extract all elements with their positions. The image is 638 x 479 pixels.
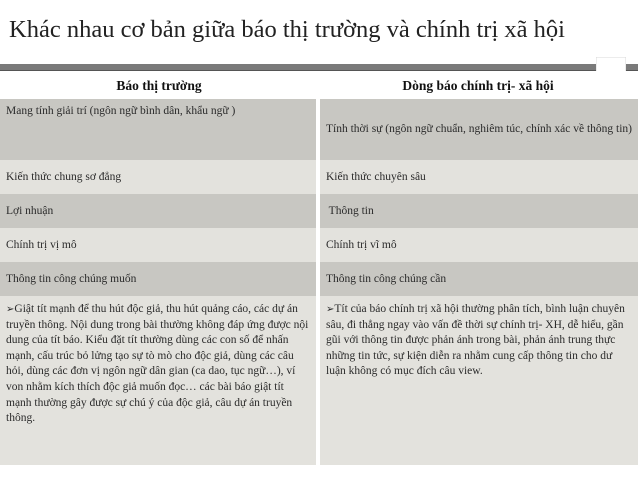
table-cell-right: Kiến thức chuyên sâu	[318, 160, 638, 194]
table-row	[0, 160, 638, 194]
comparison-table	[0, 71, 638, 465]
arrow-right-icon: ➢	[6, 304, 15, 315]
arrow-right-icon: ➢	[326, 304, 335, 315]
table-cell-right: Tính thời sự (ngôn ngữ chuẩn, nghiêm túc, chính xác về thông tin)	[318, 99, 638, 160]
column-header-political-social-press: Dòng báo chính trị- xã hội	[318, 71, 638, 99]
table-cell-left: Chính trị vị mô	[0, 228, 318, 262]
table-cell-right	[318, 296, 638, 465]
table-cell-left: Mang tính giải trí (ngôn ngữ bình dân, khẩu ngữ )	[0, 99, 318, 160]
table-cell-left	[0, 296, 318, 465]
slide-title: Khác nhau cơ bản giữa báo thị trường và chính trị xã hội	[9, 16, 565, 43]
table-header-row	[0, 71, 638, 99]
table-row	[0, 194, 638, 228]
table-cell-right: Chính trị vĩ mô	[318, 228, 638, 262]
table-row	[0, 296, 638, 465]
title-divider	[0, 64, 638, 71]
bullet-text: Tít của báo chính trị xã hội thường phân tích, bình luận chuyên sâu, đi thẳng ngay vào vấn đề thời sự chính trị- XH, dễ hiểu, gần gũi với thông tin được phản ánh trong bài, phản ánh trung thực những tin tức, sự kiện diễn ra nhằm cung cấp thông tin cho dư luận không có mục đích câu view.	[326, 303, 625, 378]
table-cell-right: Thông tin công chúng cần	[318, 262, 638, 296]
table-cell-left: Lợi nhuận	[0, 194, 318, 228]
column-header-market-press: Báo thị trường	[0, 71, 318, 99]
bullet-text: Giật tít mạnh để thu hút độc giả, thu hút quảng cáo, các dự án truyền thông. Nội dung trong bài thường không đáp ứng được nội dung của tít báo. Kiểu đặt tít thường dùng các con số để nhấn mạnh, cấu trúc bỏ lửng tạo sự tò mò cho độc giả, dùng các câu hỏi, dùng các đơn vị ngôn ngữ dân gian (ca dao, tục ngữ…), ví von nhằm kích thích độc giả muốn đọc… các bài báo giật tít mạnh thường gây được sự chú ý của độc giả, câu dự án truyền thông.	[6, 303, 309, 425]
table-cell-left: Thông tin công chúng muốn	[0, 262, 318, 296]
table-cell-right: Thông tin	[318, 194, 638, 228]
table-row	[0, 262, 638, 296]
table-row	[0, 228, 638, 262]
table-row	[0, 99, 638, 160]
table-cell-left: Kiến thức chung sơ đẳng	[0, 160, 318, 194]
